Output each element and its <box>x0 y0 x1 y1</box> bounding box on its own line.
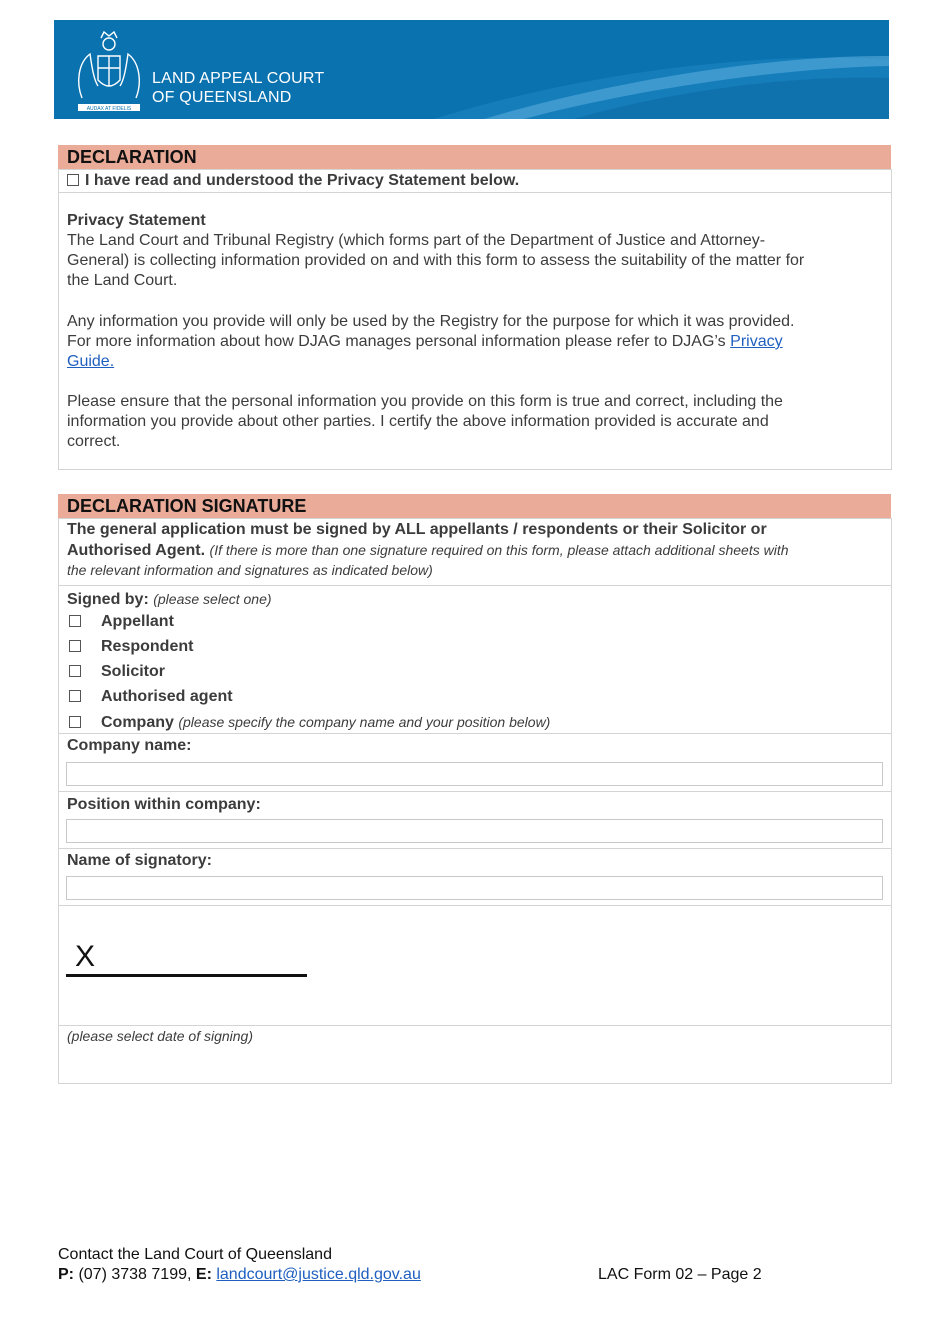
position-label: Position within company: <box>67 796 261 813</box>
privacy-para3-line1: Please ensure that the personal information you provide on this form is true and correct, including the <box>67 393 783 410</box>
position-field[interactable] <box>66 819 883 843</box>
crest-motto: AUDAX AT FIDELIS <box>86 106 132 112</box>
privacy-statement-title: Privacy Statement <box>67 212 206 229</box>
email-link[interactable]: landcourt@justice.qld.gov.au <box>216 1266 421 1283</box>
signature-intro-line3: the relevant information and signatures as indicated below) <box>67 562 433 578</box>
phone-label: P: <box>58 1266 74 1283</box>
privacy-para2-line2 <box>67 332 783 352</box>
company-hint: (please specify the company name and your position below) <box>178 714 551 730</box>
privacy-ack-label: I have read and understood the Privacy Statement below. <box>85 172 520 189</box>
privacy-para3-line2: information you provide about other parties. I certify the above information provided is accurate and <box>67 413 769 430</box>
option-label: Respondent <box>101 638 194 655</box>
form-reference: LAC Form 02 – Page 2 <box>598 1266 762 1283</box>
privacy-para3-line3: correct. <box>67 433 121 450</box>
privacy-para1-line2: General) is collecting information provided on and with this form to assess the suitability of the matter for <box>67 252 805 269</box>
option-company[interactable] <box>69 712 550 733</box>
court-name-line2: OF QUEENSLAND <box>152 89 292 106</box>
signature-line[interactable] <box>66 974 307 977</box>
signed-by-label: Signed by: <box>67 591 149 608</box>
header-banner <box>54 20 889 119</box>
signature-intro-line1: The general application must be signed by ALL appellants / respondents or their Solicitor or <box>67 521 767 538</box>
signature-intro-line2 <box>67 540 789 561</box>
signed-by-hint: (please select one) <box>153 591 272 607</box>
signature-mark: X <box>75 940 96 973</box>
solicitor-checkbox[interactable] <box>69 665 81 677</box>
queensland-crest-logo <box>68 28 150 114</box>
privacy-guide-link-part1[interactable]: Privacy <box>730 333 783 350</box>
privacy-para2-line1: Any information you provide will only be used by the Registry for the purpose for which it was provided. <box>67 313 795 330</box>
signature-intro-italic: (If there is more than one signature required on this form, please attach additional sheets with <box>209 542 789 558</box>
date-hint[interactable]: (please select date of signing) <box>67 1028 253 1044</box>
company-divider <box>58 733 892 734</box>
option-label: Authorised agent <box>101 688 233 705</box>
appellant-checkbox[interactable] <box>69 615 81 627</box>
signature-intro-bold: Authorised Agent. <box>67 542 206 559</box>
privacy-guide-link-part2[interactable]: Guide. <box>67 353 115 370</box>
signatory-label: Name of signatory: <box>67 852 212 869</box>
court-name-line1: LAND APPEAL COURT <box>152 70 325 87</box>
option-appellant[interactable] <box>69 612 174 632</box>
footer-contact: Contact the Land Court of Queensland <box>58 1246 332 1263</box>
signature-intro-divider <box>58 585 892 586</box>
option-respondent[interactable] <box>69 637 193 657</box>
option-label: Company <box>101 714 174 731</box>
email-label: E: <box>195 1266 212 1283</box>
phone-number: (07) 3738 7199, <box>78 1266 192 1283</box>
privacy-ack-checkbox[interactable] <box>67 174 79 186</box>
option-solicitor[interactable] <box>69 662 165 682</box>
option-label: Appellant <box>101 613 174 630</box>
authorised-agent-checkbox[interactable] <box>69 690 81 702</box>
privacy-para1-line1: The Land Court and Tribunal Registry (which forms part of the Department of Justice and Attorney- <box>67 232 766 249</box>
signed-by-row <box>67 589 272 610</box>
option-label: Solicitor <box>101 663 166 680</box>
option-authorised-agent[interactable] <box>69 687 233 707</box>
signature-heading: DECLARATION SIGNATURE <box>58 494 891 518</box>
privacy-para1-line3: the Land Court. <box>67 272 178 289</box>
signatory-field[interactable] <box>66 876 883 900</box>
privacy-ack-row <box>67 171 519 191</box>
declaration-heading: DECLARATION <box>58 145 891 169</box>
position-divider <box>58 791 892 792</box>
company-name-label: Company name: <box>67 737 192 754</box>
company-name-field[interactable] <box>66 762 883 786</box>
footer-details <box>58 1265 421 1285</box>
privacy-para2-line3 <box>67 352 114 372</box>
signatory-divider <box>58 848 892 849</box>
declaration-divider <box>58 192 892 193</box>
court-name <box>152 69 324 107</box>
respondent-checkbox[interactable] <box>69 640 81 652</box>
sign-area-divider <box>58 905 892 906</box>
company-checkbox[interactable] <box>69 716 81 728</box>
privacy-para2-text: For more information about how DJAG manages personal information please refer to DJAG’s <box>67 333 726 350</box>
